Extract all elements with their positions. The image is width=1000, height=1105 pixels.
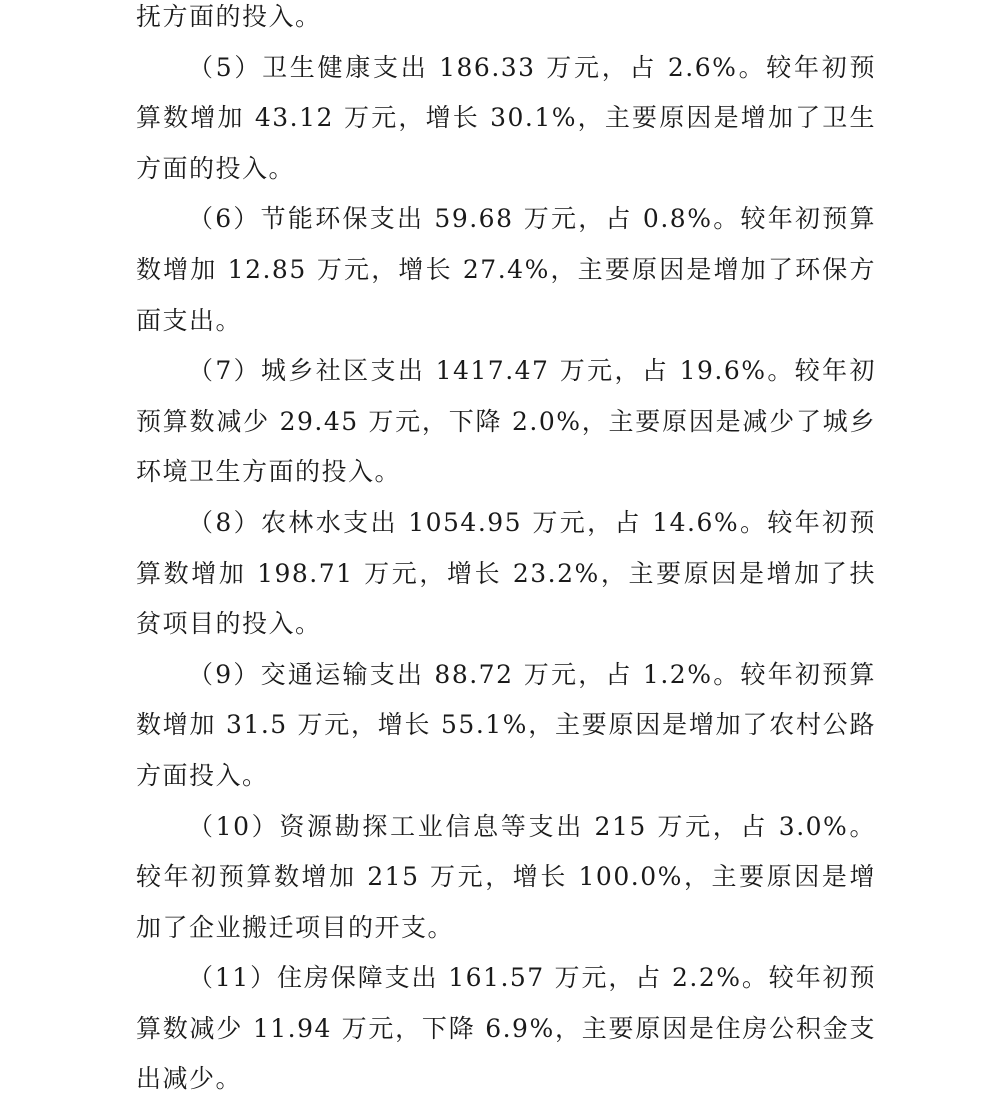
paragraph-housing-expenditure: （11）住房保障支出 161.57 万元，占 2.2%。较年初预算数减少 11.94 万元，下降 6.9%，主要原因是住房公积金支出减少。 [136,963,876,1094]
paragraph-community-expenditure: （7）城乡社区支出 1417.47 万元，占 19.6%。较年初预算数减少 29.45 万元，下降 2.0%，主要原因是减少了城乡环境卫生方面的投入。 [136,356,876,487]
document-page [136,0,876,1094]
paragraph-resources-expenditure: （10）资源勘探工业信息等支出 215 万元，占 3.0%。较年初预算数增加 215 万元，增长 100.0%，主要原因是增加了企业搬迁项目的开支。 [136,811,876,942]
paragraph-transport-expenditure: （9）交通运输支出 88.72 万元，占 1.2%。较年初预算数增加 31.5 万元，增长 55.1%，主要原因是增加了农村公路方面投入。 [136,659,876,790]
paragraph-agriculture-expenditure: （8）农林水支出 1054.95 万元，占 14.6%。较年初预算数增加 198.71 万元，增长 23.2%，主要原因是增加了扶贫项目的投入。 [136,507,876,639]
paragraph-continuation: 抚方面的投入。 [136,2,322,31]
paragraph-health-expenditure: （5）卫生健康支出 186.33 万元，占 2.6%。较年初预算数增加 43.12 万元，增长 30.1%，主要原因是增加了卫生方面的投入。 [136,52,876,183]
paragraph-environment-expenditure: （6）节能环保支出 59.68 万元，占 0.8%。较年初预算数增加 12.85 万元，增长 27.4%，主要原因是增加了环保方面支出。 [136,204,876,335]
